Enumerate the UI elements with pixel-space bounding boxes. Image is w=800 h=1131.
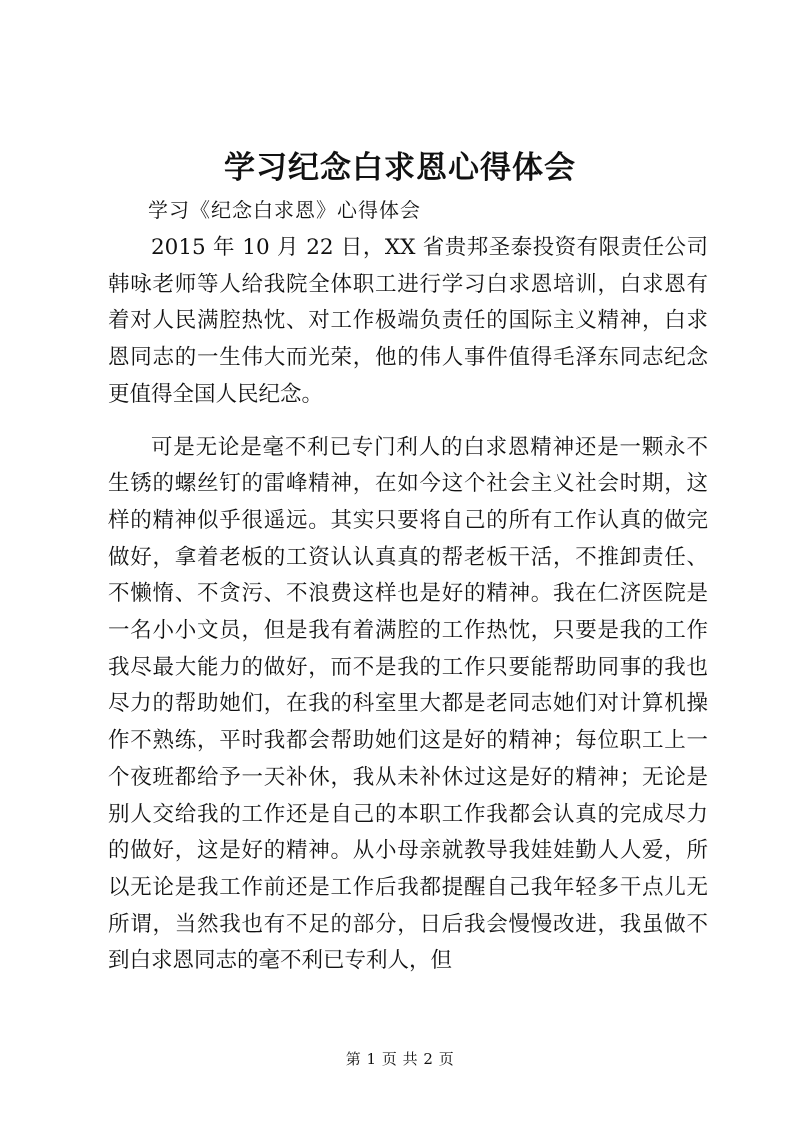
document-body: [108, 230, 708, 980]
paragraph-2: 可是无论是毫不利已专门利人的白求恩精神还是一颗永不生锈的螺丝钉的雷峰精神，在如今这个社会主义社会时期，这样的精神似乎很遥远。其实只要将自己的所有工作认真的做完做好，拿着老板的工资认认真真的帮老板干活，不推卸责任、不懒惰、不贪污、不浪费这样也是好的精神。我在仁济医院是一名小小文员，但是我有着满腔的工作热忱，只要是我的工作我尽最大能力的做好，而不是我的工作只要能帮助同事的我也尽力的帮助她们，在我的科室里大都是老同志她们对计算机操作不熟练，平时我都会帮助她们这是好的精神；每位职工上一个夜班都给予一天补休，我从未补休过这是好的精神；无论是别人交给我的工作还是自己的本职工作我都会认真的完成尽力的做好，这是好的精神。从小母亲就教导我娃娃勤人人爱，所以无论是我工作前还是工作后我都提醒自己我年轻多干点儿无所谓，当然我也有不足的部分，日后我会慢慢改进，我虽做不到白求恩同志的毫不利已专利人，但: [108, 434, 708, 974]
page-title: 学习纪念白求恩心得体会: [224, 150, 576, 186]
subtitle: 学习《纪念白求恩》心得体会: [148, 198, 421, 222]
page-number-footer: 第 1 页 共 2 页: [345, 1050, 455, 1068]
paragraph-1: 2015 年 10 月 22 日，XX 省贵邦圣泰投资有限责任公司韩咏老师等人给我院全体职工进行学习白求恩培训，白求恩有着对人民满腔热忱、对工作极端负责任的国际主义精神，白求恩同志的一生伟大而光荣，他的伟人事件值得毛泽东同志纪念更值得全国人民纪念。: [108, 235, 708, 407]
